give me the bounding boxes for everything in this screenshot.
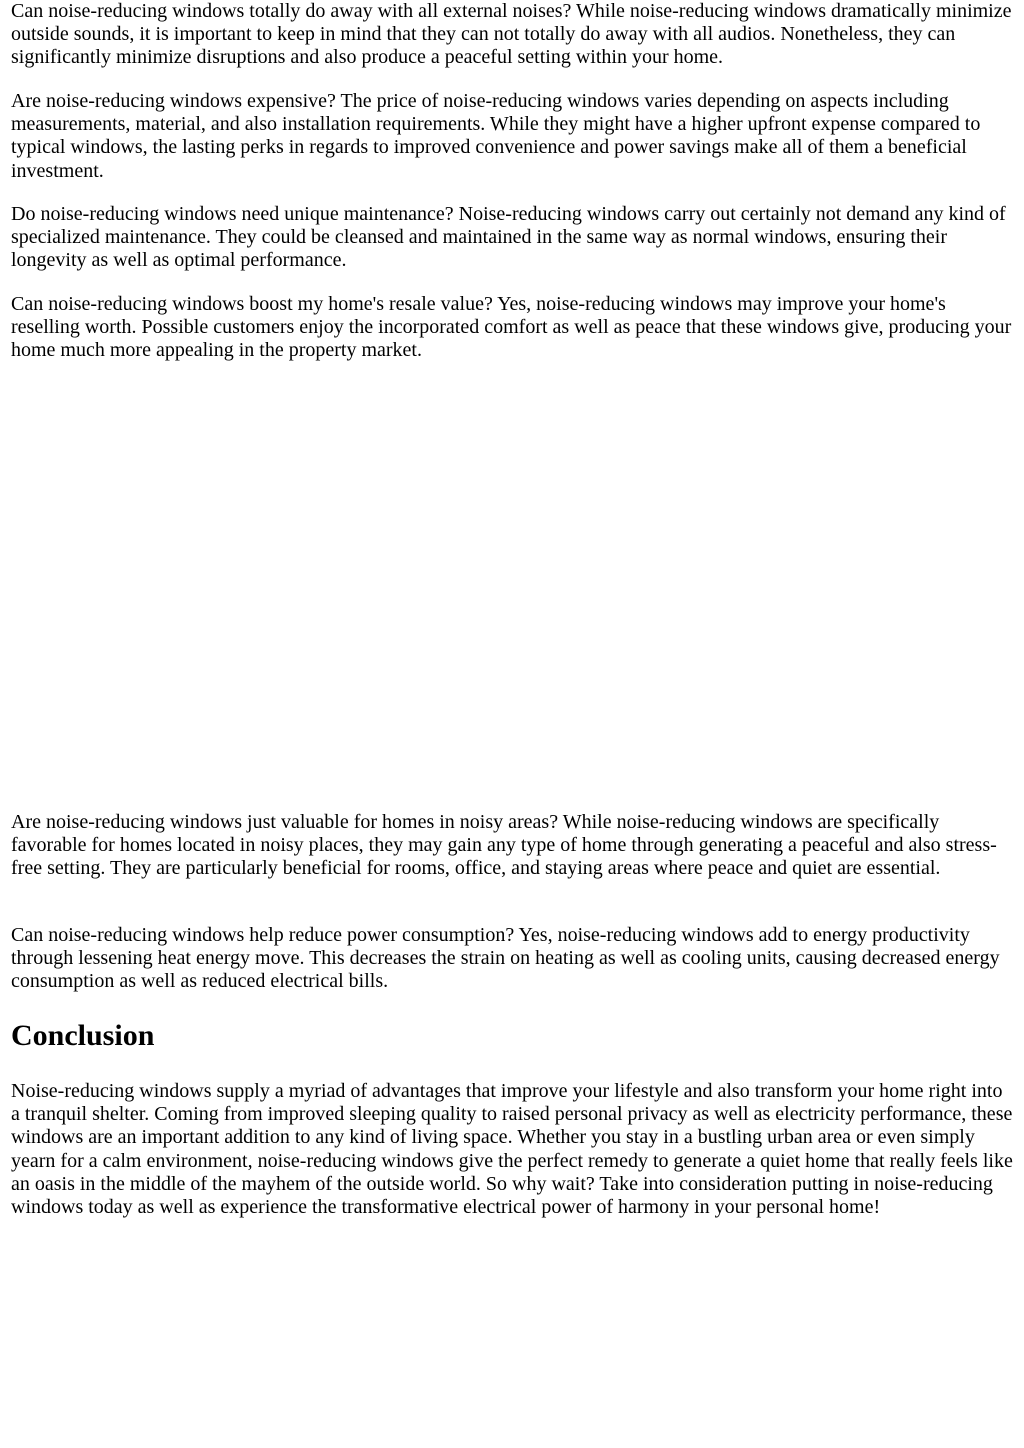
faq-paragraph-external-noises: Can noise-reducing windows totally do away with all external noises? While noise-reducing windows dramatically minimize outside sounds, it is important to keep in mind that they can not totally do away with all audios. Nonetheless, they can significantly minimize disruptions and also produce a peaceful setting within your home. (11, 0, 1012, 69)
faq-paragraph-noisy-areas: Are noise-reducing windows just valuable for homes in noisy areas? While noise-reducing windows are specifically favorable for homes located in noisy places, they may gain any type of home through generating a peaceful and also stress-free setting. They are particularly beneficial for rooms, office, and staying areas where peace and quiet are essential. (11, 811, 997, 880)
conclusion-paragraph: Noise-reducing windows supply a myriad of advantages that improve your lifestyle and also transform your home right into a tranquil shelter. Coming from improved sleeping quality to raised personal privacy as well as electricity performance, these windows are an important addition to any kind of living space. Whether you stay in a bustling urban area or even simply yearn for a calm environment, noise-reducing windows give the perfect remedy to generate a quiet home that really feels like an oasis in the middle of the mayhem of the outside world. So why wait? Take into consideration putting in noise-reducing windows today as well as experience the transformative electrical power of harmony in your personal home! (11, 1080, 1013, 1219)
faq-paragraph-expense: Are noise-reducing windows expensive? The price of noise-reducing windows varies depending on aspects including measurements, material, and also installation requirements. While they might have a higher upfront expense compared to typical windows, the lasting perks in regards to improved convenience and power savings make all of them a beneficial investment. (11, 90, 981, 182)
conclusion-heading: Conclusion (11, 1019, 155, 1052)
faq-paragraph-power-consumption: Can noise-reducing windows help reduce power consumption? Yes, noise-reducing windows add to energy productivity through lessening heat energy move. This decreases the strain on heating as well as cooling units, causing decreased energy consumption as well as reduced electrical bills. (11, 924, 1000, 993)
faq-paragraph-maintenance: Do noise-reducing windows need unique maintenance? Noise-reducing windows carry out certainly not demand any kind of specialized maintenance. They could be cleansed and maintained in the same way as normal windows, ensuring their longevity as well as optimal performance. (11, 203, 1006, 272)
faq-paragraph-resale-value: Can noise-reducing windows boost my home's resale value? Yes, noise-reducing windows may improve your home's reselling worth. Possible customers enjoy the incorporated comfort as well as peace that these windows give, producing your home much more appealing in the property market. (11, 293, 1012, 362)
